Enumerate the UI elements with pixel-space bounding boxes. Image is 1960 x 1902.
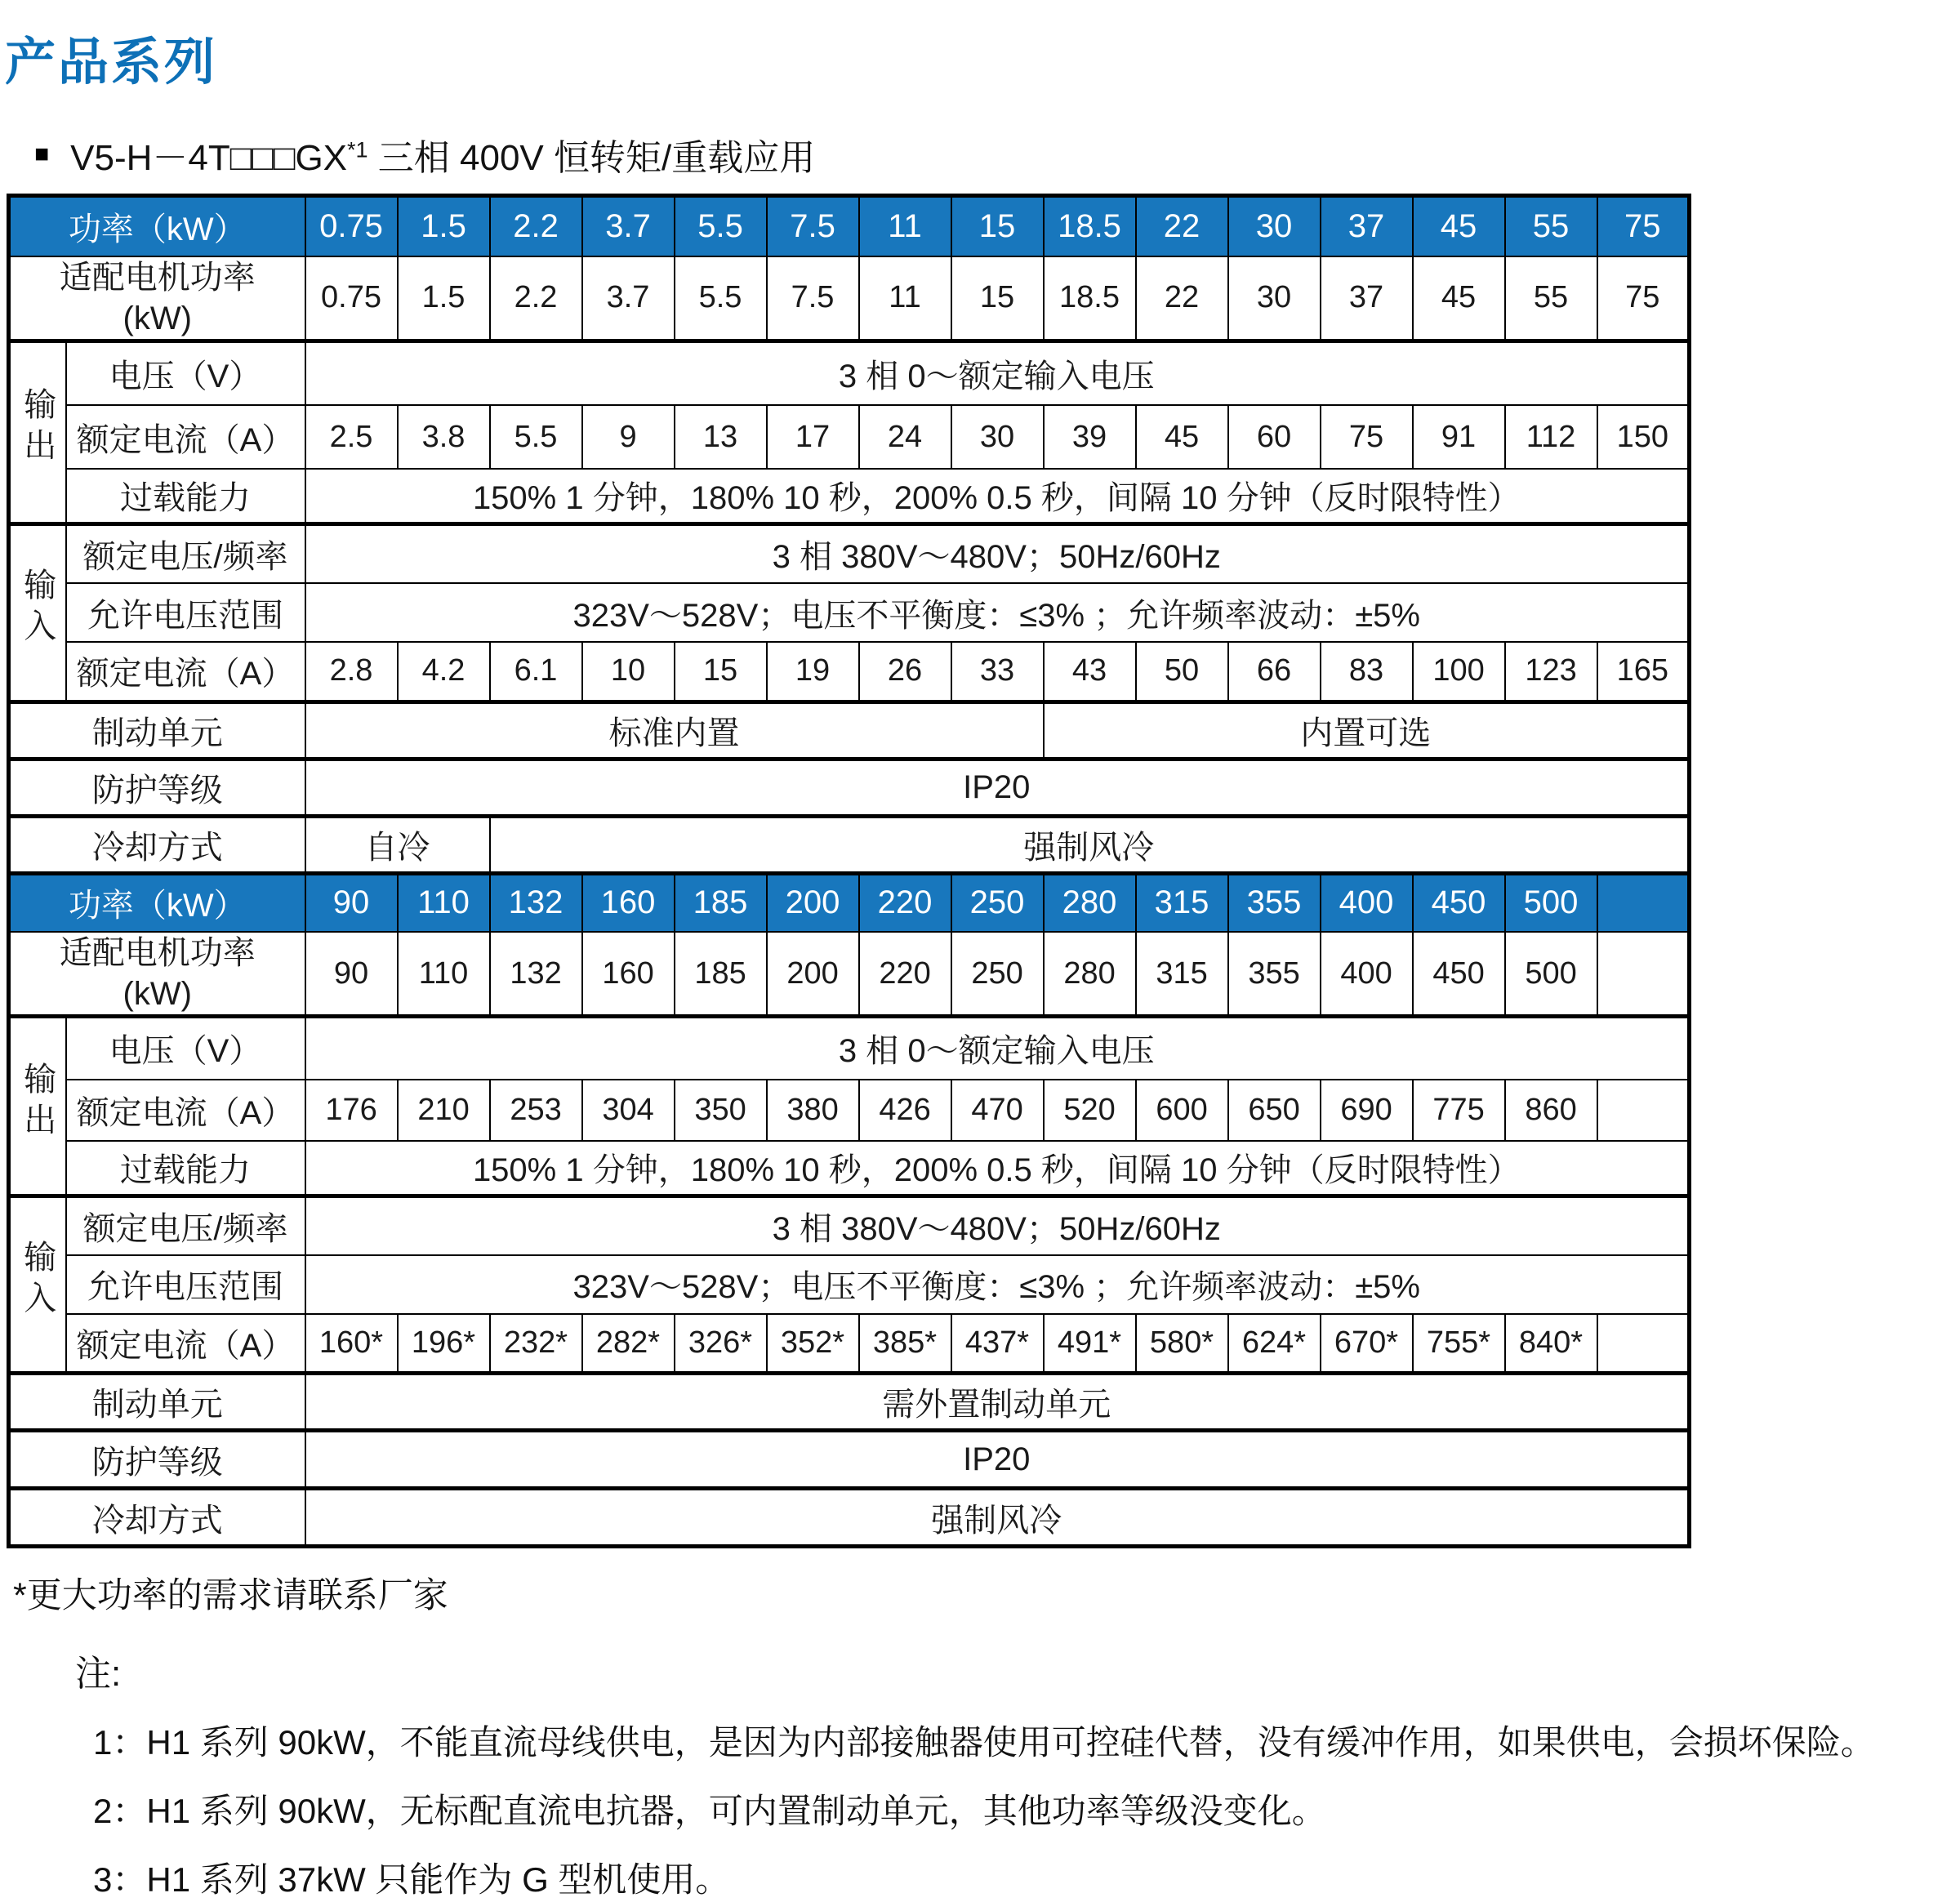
t1-overload-label: 过载能力 [66,469,305,523]
table-cell: 7.5 [767,256,859,341]
table-cell: 1.5 [398,196,490,256]
table-cell: 37 [1321,196,1413,256]
output-group-text: 输出 [19,1061,56,1143]
t1-cooling-row [9,816,1690,873]
table-cell: 280 [1044,873,1136,932]
t2-cooling-value: 强制风冷 [305,1489,1690,1547]
t2-cooling-row [9,1489,1690,1547]
table-cell: 400 [1321,873,1413,932]
t2-input-current-label: 额定电流（A） [66,1314,305,1374]
table-cell: 250 [951,873,1044,932]
table-cell: 33 [951,642,1044,702]
page-title: 产品系列 [5,34,218,91]
table-cell: 19 [767,642,859,702]
table-cell: 22 [1136,256,1228,341]
t1-output-group-label [9,341,66,523]
table-cell: 185 [675,873,767,932]
table-cell: 355 [1228,932,1321,1017]
table-cell: 24 [859,405,951,469]
table-cell: 5.5 [675,256,767,341]
t1-motor-power-label [9,256,305,341]
table-cell: 315 [1136,873,1228,932]
t2-brake-value: 需外置制动单元 [305,1374,1690,1431]
table-cell: 50 [1136,642,1228,702]
t2-power-header-row [9,873,1690,932]
table-cell: 9 [582,405,675,469]
t1-brake-label: 制动单元 [9,702,305,759]
motor-power-label-line1: 适配电机功率 [59,259,256,296]
table-cell: 22 [1136,196,1228,256]
t1-input-current-row [9,642,1690,702]
table-cell: 520 [1044,1080,1136,1141]
t2-rated-vf-value: 3 相 380V～480V；50Hz/60Hz [305,1196,1690,1255]
t2-input-group-label [9,1196,66,1374]
notes-label: 注: [75,1654,122,1694]
table-cell: 75 [1597,196,1690,256]
table-cell: 2.2 [490,256,582,341]
input-group-text: 输入 [19,1240,56,1321]
table-cell: 3.8 [398,405,490,469]
table-cell: 45 [1136,405,1228,469]
table-cell: 10 [582,642,675,702]
motor-power-label-line2: (kW) [122,976,192,1012]
table-cell: 650 [1228,1080,1321,1141]
table-cell: 37 [1321,256,1413,341]
t1-brake-right-value: 内置可选 [1044,702,1690,759]
table-cell: 385* [859,1314,951,1374]
table-cell [1597,1080,1690,1141]
t1-voltage-range-value: 323V～528V；电压不平衡度：≤3% ；允许频率波动：±5% [305,583,1690,642]
table-cell: 55 [1505,196,1597,256]
table-cell: 326* [675,1314,767,1374]
table-cell: 232* [490,1314,582,1374]
table-cell: 15 [951,256,1044,341]
t1-voltage-range-label: 允许电压范围 [66,583,305,642]
table-cell: 250 [951,932,1044,1017]
t1-output-current-row [9,405,1690,469]
table-cell: 690 [1321,1080,1413,1141]
table-cell: 2.8 [305,642,398,702]
model-footnote-marker: *1 [347,137,368,163]
table-cell: 6.1 [490,642,582,702]
table-cell: 90 [305,873,398,932]
note-3: 3：H1 系列 37kW 只能作为 G 型机使用。 [93,1860,730,1899]
t1-cooling-left-value: 自冷 [305,816,490,873]
t2-output-voltage-row [9,1017,1690,1080]
table-cell: 470 [951,1080,1044,1141]
table-cell: 45 [1413,196,1505,256]
t1-brake-left-value: 标准内置 [305,702,1044,759]
table-cell: 210 [398,1080,490,1141]
t2-input-current-row [9,1314,1690,1374]
t2-motor-power-row [9,932,1690,1017]
table-cell: 5.5 [490,405,582,469]
table-cell: 624* [1228,1314,1321,1374]
t1-voltage-label: 电压（V） [66,341,305,405]
table-cell: 4.2 [398,642,490,702]
table-cell: 18.5 [1044,256,1136,341]
table-cell: 165 [1597,642,1690,702]
table-cell: 7.5 [767,196,859,256]
table-cell: 0.75 [305,196,398,256]
t1-cooling-label: 冷却方式 [9,816,305,873]
product-model-code: V5-H－4T□□□GX [70,138,348,178]
t2-voltage-label: 电压（V） [66,1017,305,1080]
table-cell: 100 [1413,642,1505,702]
table-cell: 3.7 [582,256,675,341]
product-model-desc: 三相 400V 恒转矩/重载应用 [377,138,816,178]
t1-power-header-label: 功率（kW） [9,196,305,256]
table-cell: 39 [1044,405,1136,469]
t1-overload-row [9,469,1690,523]
table-cell: 150 [1597,405,1690,469]
t2-output-current-row [9,1080,1690,1141]
footnote-star: *更大功率的需求请联系厂家 [13,1576,448,1615]
table-cell: 3.7 [582,196,675,256]
t2-voltage-range-value: 323V～528V；电压不平衡度：≤3% ；允许频率波动：±5% [305,1255,1690,1314]
t1-motor-power-row [9,256,1690,341]
table-cell: 160 [582,932,675,1017]
table-cell: 426 [859,1080,951,1141]
t1-rated-vf-row [9,523,1690,583]
page [0,21,1960,1899]
table-cell [1597,932,1690,1017]
table-cell: 75 [1321,405,1413,469]
table-cell: 185 [675,932,767,1017]
t1-rated-vf-label: 额定电压/频率 [66,523,305,583]
table-cell: 2.5 [305,405,398,469]
table-cell [1597,1314,1690,1374]
t2-protection-row [9,1431,1690,1489]
table-cell: 18.5 [1044,196,1136,256]
table-cell: 110 [398,932,490,1017]
t2-brake-label: 制动单元 [9,1374,305,1431]
table-cell: 304 [582,1080,675,1141]
t1-voltage-range-row [9,583,1690,642]
product-model [70,128,815,180]
table-cell: 112 [1505,405,1597,469]
table-cell: 83 [1321,642,1413,702]
table-cell: 11 [859,256,951,341]
t2-power-header-label: 功率（kW） [9,873,305,932]
table-cell: 280 [1044,932,1136,1017]
square-bullet-icon: ■ [34,140,50,167]
t2-overload-label: 过载能力 [66,1141,305,1196]
motor-power-label-line1: 适配电机功率 [59,935,256,971]
motor-power-label-line2: (kW) [122,300,192,336]
t1-output-voltage-row [9,341,1690,405]
table-cell: 13 [675,405,767,469]
note-2: 2：H1 系列 90kW，无标配直流电抗器，可内置制动单元，其他功率等级没变化。 [93,1792,1326,1830]
table-cell: 132 [490,932,582,1017]
table-cell: 55 [1505,256,1597,341]
table-cell: 11 [859,196,951,256]
table-cell: 755* [1413,1314,1505,1374]
t2-overload-row [9,1141,1690,1196]
t2-rated-vf-row [9,1196,1690,1255]
table-cell: 380 [767,1080,859,1141]
table-cell: 2.2 [490,196,582,256]
t2-overload-value: 150% 1 分钟，180% 10 秒，200% 0.5 秒，间隔 10 分钟（反时限特性） [305,1141,1690,1196]
table-cell: 600 [1136,1080,1228,1141]
table-cell: 30 [1228,256,1321,341]
table-cell: 450 [1413,932,1505,1017]
table-cell: 66 [1228,642,1321,702]
table-cell: 160* [305,1314,398,1374]
note-1: 1：H1 系列 90kW，不能直流母线供电，是因为内部接触器使用可控硅代替，没有缓冲作用，如果供电，会损坏保险。 [93,1723,1875,1762]
t1-rated-vf-value: 3 相 380V～480V；50Hz/60Hz [305,523,1690,583]
table-cell: 26 [859,642,951,702]
t1-protection-label: 防护等级 [9,759,305,816]
table-cell: 1.5 [398,256,490,341]
table-cell: 123 [1505,642,1597,702]
table-cell: 160 [582,873,675,932]
t2-motor-power-label [9,932,305,1017]
t1-power-header-row [9,196,1690,256]
t1-overload-value: 150% 1 分钟，180% 10 秒，200% 0.5 秒，间隔 10 分钟（反时限特性） [305,469,1690,523]
table-cell: 450 [1413,873,1505,932]
table-cell: 580* [1136,1314,1228,1374]
t1-cooling-right-value: 强制风冷 [490,816,1690,873]
t1-protection-row [9,759,1690,816]
t2-voltage-value: 3 相 0～额定输入电压 [305,1017,1690,1080]
table-cell: 282* [582,1314,675,1374]
table-cell: 30 [1228,196,1321,256]
table-cell: 355 [1228,873,1321,932]
table-cell: 60 [1228,405,1321,469]
t2-voltage-range-row [9,1255,1690,1314]
table-cell: 176 [305,1080,398,1141]
table-cell: 0.75 [305,256,398,341]
table-cell: 30 [951,405,1044,469]
table-cell: 5.5 [675,196,767,256]
t2-voltage-range-label: 允许电压范围 [66,1255,305,1314]
table-cell: 400 [1321,932,1413,1017]
table-cell: 670* [1321,1314,1413,1374]
t2-protection-value: IP20 [305,1431,1690,1489]
table-cell: 220 [859,932,951,1017]
t2-brake-row [9,1374,1690,1431]
table-cell: 253 [490,1080,582,1141]
t1-protection-value: IP20 [305,759,1690,816]
table-cell: 775 [1413,1080,1505,1141]
table-cell: 75 [1597,256,1690,341]
t1-input-current-label: 额定电流（A） [66,642,305,702]
t1-brake-row [9,702,1690,759]
table-cell: 132 [490,873,582,932]
output-group-text: 输出 [19,387,56,469]
table-cell: 840* [1505,1314,1597,1374]
table-cell: 220 [859,873,951,932]
table-cell: 17 [767,405,859,469]
product-model-line [34,128,1960,180]
table-cell: 200 [767,932,859,1017]
table-cell: 437* [951,1314,1044,1374]
table-cell: 352* [767,1314,859,1374]
t2-output-current-label: 额定电流（A） [66,1080,305,1141]
table-cell: 15 [951,196,1044,256]
t2-protection-label: 防护等级 [9,1431,305,1489]
table-cell: 196* [398,1314,490,1374]
table-cell: 315 [1136,932,1228,1017]
input-group-text: 输入 [19,568,56,649]
table-cell: 491* [1044,1314,1136,1374]
t2-rated-vf-label: 额定电压/频率 [66,1196,305,1255]
table-cell: 43 [1044,642,1136,702]
table-cell: 500 [1505,873,1597,932]
table-cell: 91 [1413,405,1505,469]
t2-output-group-label [9,1017,66,1196]
table-cell [1597,873,1690,932]
t2-cooling-label: 冷却方式 [9,1489,305,1547]
table-cell: 110 [398,873,490,932]
table-cell: 500 [1505,932,1597,1017]
t1-voltage-value: 3 相 0～额定输入电压 [305,341,1690,405]
table-cell: 200 [767,873,859,932]
table-cell: 15 [675,642,767,702]
table-cell: 90 [305,932,398,1017]
table-cell: 860 [1505,1080,1597,1141]
t1-output-current-label: 额定电流（A） [66,405,305,469]
table-cell: 350 [675,1080,767,1141]
table-cell: 45 [1413,256,1505,341]
t1-input-group-label [9,523,66,702]
spec-table [7,194,1691,1548]
